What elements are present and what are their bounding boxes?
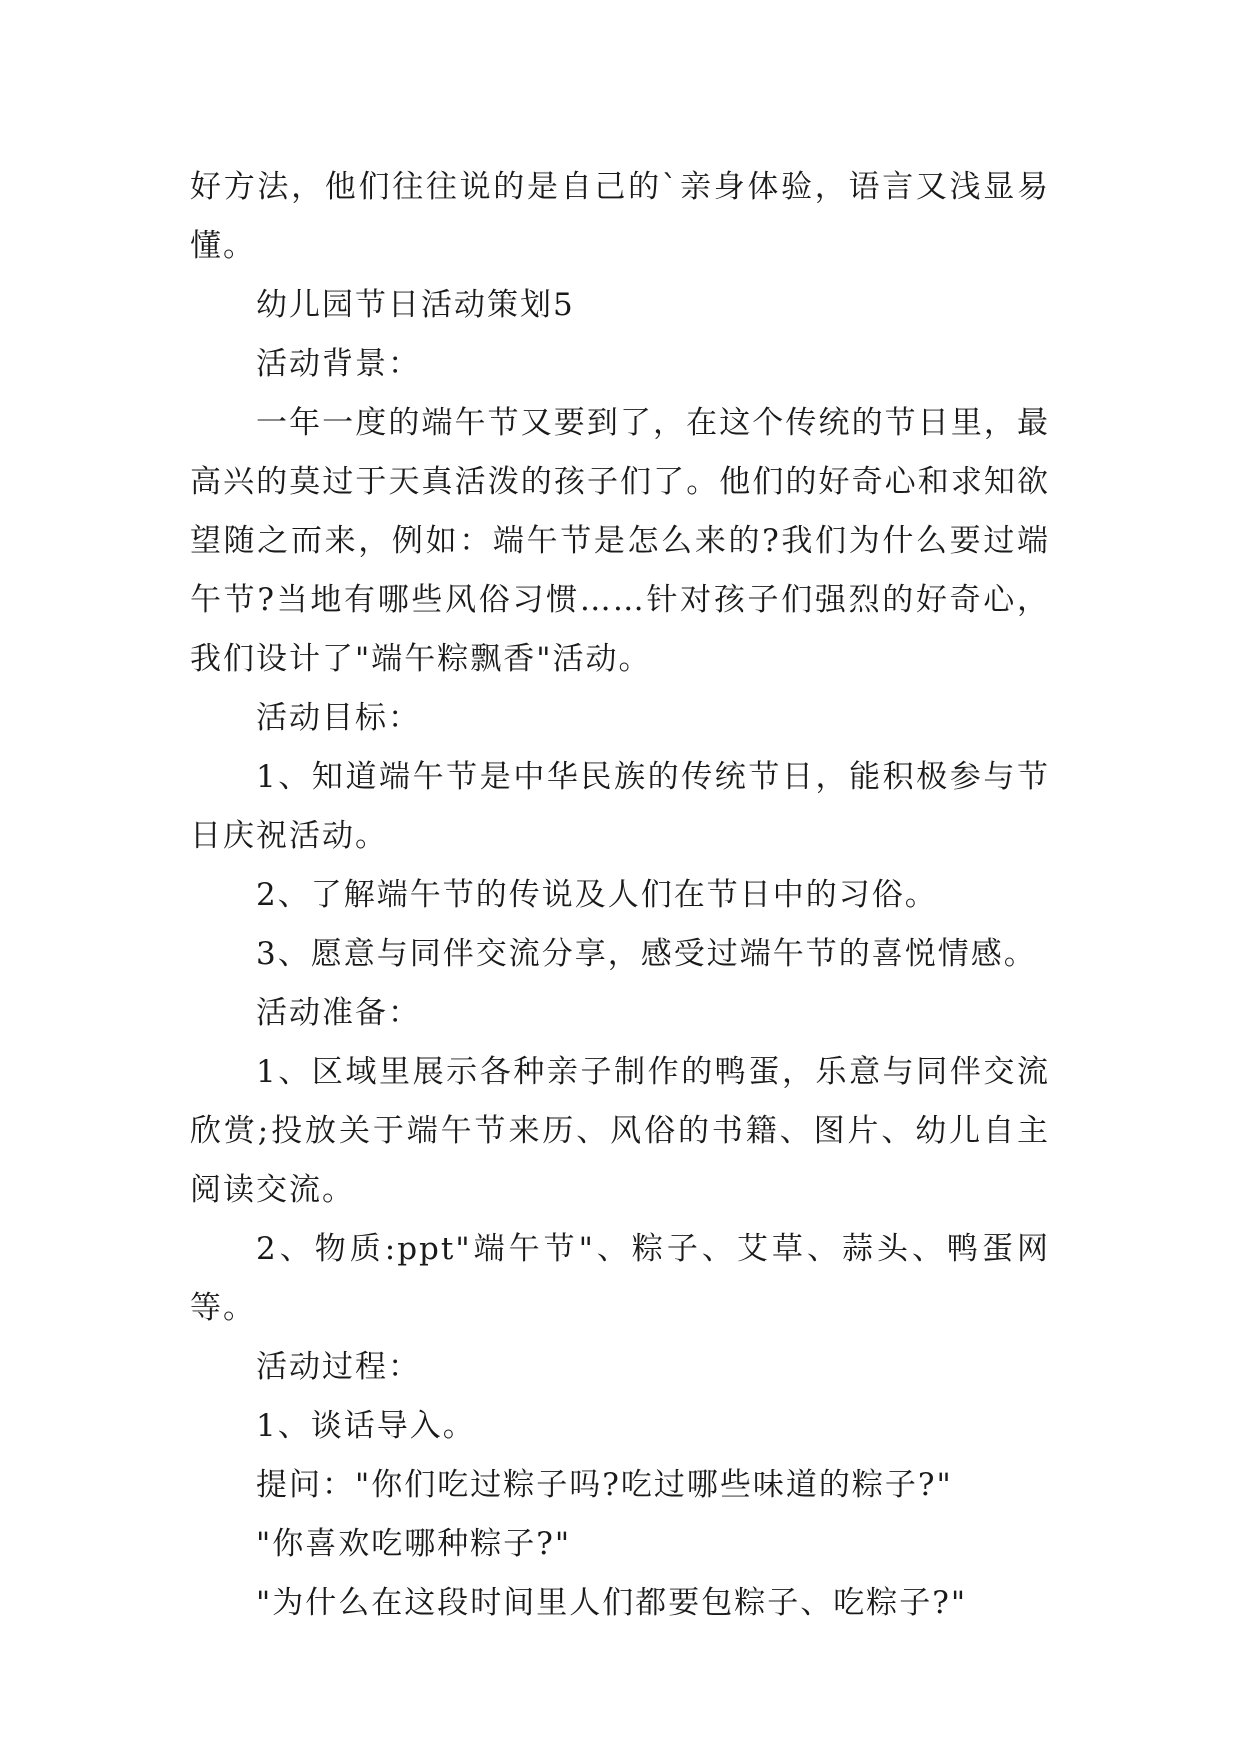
process-question: "为什么在这段时间里人们都要包粽子、吃粽子?" bbox=[256, 1585, 968, 1621]
subheading-background: 活动背景： bbox=[256, 346, 421, 382]
preparation-item: 2、物质:ppt"端午节"、粽子、艾草、蒜头、鸭蛋网等。 bbox=[190, 1231, 1050, 1326]
preparation-item: 1、区域里展示各种亲子制作的鸭蛋，乐意与同伴交流欣赏;投放关于端午节来历、风俗的书籍、图片、幼儿自主阅读交流。 bbox=[190, 1054, 1050, 1208]
paragraph-background: 一年一度的端午节又要到了，在这个传统的节日里，最高兴的莫过于天真活泼的孩子们了。他们的好奇心和求知欲望随之而来，例如：端午节是怎么来的?我们为什么要过端午节?当地有哪些风俗习惯……针对孩子们强烈的好奇心，我们设计了"端午粽飘香"活动。 bbox=[190, 405, 1050, 677]
paragraph-continuation: 好方法，他们往往说的是自己的`亲身体验，语言又浅显易懂。 bbox=[190, 169, 1050, 264]
process-question: 提问："你们吃过粽子吗?吃过哪些味道的粽子?" bbox=[256, 1467, 953, 1503]
document-body bbox=[190, 158, 1050, 1633]
subheading-preparation: 活动准备： bbox=[256, 995, 421, 1031]
goal-item: 1、知道端午节是中华民族的传统节日，能积极参与节日庆祝活动。 bbox=[190, 759, 1050, 854]
process-step: 1、谈话导入。 bbox=[256, 1408, 476, 1444]
goal-item: 3、愿意与同伴交流分享，感受过端午节的喜悦情感。 bbox=[256, 936, 1037, 972]
goal-item: 2、了解端午节的传说及人们在节日中的习俗。 bbox=[256, 877, 938, 913]
section-heading: 幼儿园节日活动策划5 bbox=[256, 287, 575, 323]
process-question: "你喜欢吃哪种粽子?" bbox=[256, 1526, 572, 1562]
subheading-goals: 活动目标： bbox=[256, 700, 421, 736]
subheading-process: 活动过程： bbox=[256, 1349, 421, 1385]
